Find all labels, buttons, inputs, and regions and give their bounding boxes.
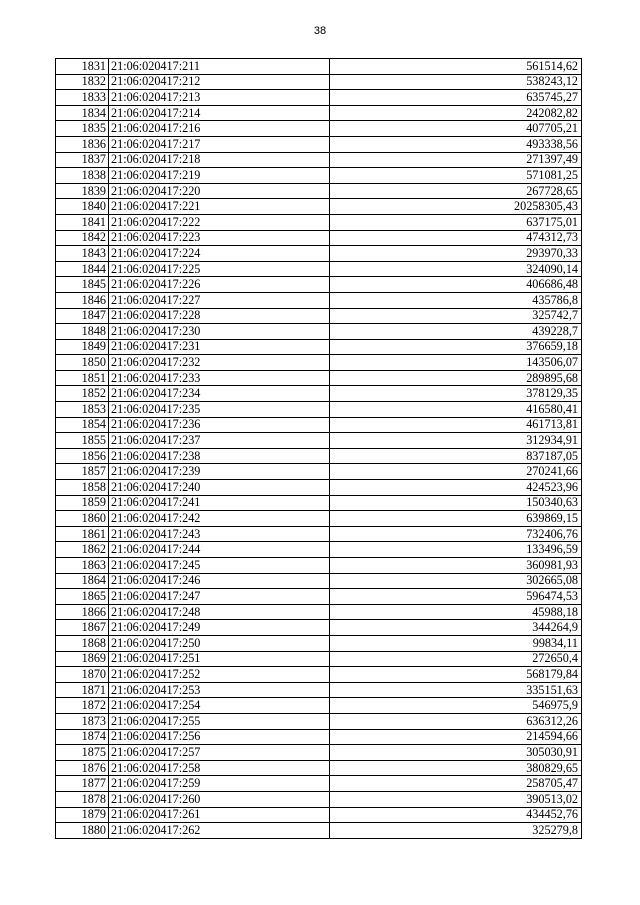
row-number-cell: 1840 — [56, 199, 109, 215]
cadastral-number-cell: 21:06:020417:244 — [109, 542, 330, 558]
cadastral-number-cell: 21:06:020417:247 — [109, 589, 330, 605]
table-row — [56, 480, 582, 496]
cadastral-number-cell: 21:06:020417:233 — [109, 370, 330, 386]
cadastral-value-cell: 461713,81 — [330, 417, 582, 433]
cadastral-value-cell: 493338,56 — [330, 136, 582, 152]
row-number-cell: 1859 — [56, 495, 109, 511]
cadastral-value-cell: 335151,63 — [330, 682, 582, 698]
cadastral-number-cell: 21:06:020417:239 — [109, 464, 330, 480]
cadastral-number-cell: 21:06:020417:232 — [109, 355, 330, 371]
row-number-cell: 1861 — [56, 526, 109, 542]
cadastral-value-cell: 143506,07 — [330, 355, 582, 371]
table-row — [56, 713, 582, 729]
cadastral-value-cell: 474312,73 — [330, 230, 582, 246]
table-row — [56, 386, 582, 402]
table-row — [56, 261, 582, 277]
cadastral-number-cell: 21:06:020417:237 — [109, 433, 330, 449]
table-row — [56, 807, 582, 823]
cadastral-number-cell: 21:06:020417:242 — [109, 511, 330, 527]
cadastral-number-cell: 21:06:020417:224 — [109, 246, 330, 262]
cadastral-number-cell: 21:06:020417:214 — [109, 105, 330, 121]
table-row — [56, 324, 582, 340]
row-number-cell: 1836 — [56, 136, 109, 152]
row-number-cell: 1837 — [56, 152, 109, 168]
row-number-cell: 1849 — [56, 339, 109, 355]
cadastral-number-cell: 21:06:020417:217 — [109, 136, 330, 152]
table-row — [56, 526, 582, 542]
row-number-cell: 1880 — [56, 823, 109, 839]
cadastral-number-cell: 21:06:020417:213 — [109, 90, 330, 106]
cadastral-number-cell: 21:06:020417:236 — [109, 417, 330, 433]
cadastral-value-cell: 45988,18 — [330, 604, 582, 620]
cadastral-value-cell: 732406,76 — [330, 526, 582, 542]
row-number-cell: 1850 — [56, 355, 109, 371]
row-number-cell: 1867 — [56, 620, 109, 636]
cadastral-value-cell: 150340,63 — [330, 495, 582, 511]
table-row — [56, 635, 582, 651]
row-number-cell: 1844 — [56, 261, 109, 277]
table-body — [56, 59, 582, 839]
row-number-cell: 1879 — [56, 807, 109, 823]
row-number-cell: 1878 — [56, 791, 109, 807]
table-row — [56, 620, 582, 636]
cadastral-value-cell: 416580,41 — [330, 402, 582, 418]
cadastral-number-cell: 21:06:020417:256 — [109, 729, 330, 745]
page-number: 38 — [313, 25, 327, 37]
table-row — [56, 246, 582, 262]
cadastral-value-cell: 390513,02 — [330, 791, 582, 807]
cadastral-number-cell: 21:06:020417:243 — [109, 526, 330, 542]
row-number-cell: 1846 — [56, 292, 109, 308]
cadastral-value-cell: 571081,25 — [330, 168, 582, 184]
cadastral-value-cell: 439228,7 — [330, 324, 582, 340]
row-number-cell: 1873 — [56, 713, 109, 729]
table-row — [56, 370, 582, 386]
cadastral-number-cell: 21:06:020417:248 — [109, 604, 330, 620]
cadastral-value-cell: 378129,35 — [330, 386, 582, 402]
cadastral-value-cell: 424523,96 — [330, 480, 582, 496]
cadastral-value-cell: 636312,26 — [330, 713, 582, 729]
row-number-cell: 1862 — [56, 542, 109, 558]
row-number-cell: 1835 — [56, 121, 109, 137]
cadastral-number-cell: 21:06:020417:230 — [109, 324, 330, 340]
cadastral-value-cell: 325742,7 — [330, 308, 582, 324]
cadastral-value-cell: 214594,66 — [330, 729, 582, 745]
table-row — [56, 729, 582, 745]
row-number-cell: 1877 — [56, 776, 109, 792]
cadastral-value-cell: 99834,11 — [330, 635, 582, 651]
table-row — [56, 651, 582, 667]
cadastral-number-cell: 21:06:020417:219 — [109, 168, 330, 184]
cadastral-number-cell: 21:06:020417:241 — [109, 495, 330, 511]
row-number-cell: 1875 — [56, 745, 109, 761]
cadastral-number-cell: 21:06:020417:258 — [109, 760, 330, 776]
cadastral-value-cell: 376659,18 — [330, 339, 582, 355]
table-row — [56, 495, 582, 511]
table-row — [56, 292, 582, 308]
table-row — [56, 90, 582, 106]
cadastral-number-cell: 21:06:020417:260 — [109, 791, 330, 807]
row-number-cell: 1860 — [56, 511, 109, 527]
row-number-cell: 1841 — [56, 214, 109, 230]
cadastral-value-cell: 242082,82 — [330, 105, 582, 121]
row-number-cell: 1876 — [56, 760, 109, 776]
row-number-cell: 1852 — [56, 386, 109, 402]
row-number-cell: 1842 — [56, 230, 109, 246]
row-number-cell: 1864 — [56, 573, 109, 589]
cadastral-value-cell: 267728,65 — [330, 183, 582, 199]
row-number-cell: 1871 — [56, 682, 109, 698]
cadastral-value-cell: 637175,01 — [330, 214, 582, 230]
cadastral-value-cell: 289895,68 — [330, 370, 582, 386]
table-row — [56, 791, 582, 807]
cadastral-value-cell: 258705,47 — [330, 776, 582, 792]
cadastral-value-cell: 272650,4 — [330, 651, 582, 667]
cadastral-value-cell: 407705,21 — [330, 121, 582, 137]
cadastral-number-cell: 21:06:020417:221 — [109, 199, 330, 215]
table-row — [56, 589, 582, 605]
cadastral-number-cell: 21:06:020417:254 — [109, 698, 330, 714]
row-number-cell: 1853 — [56, 402, 109, 418]
row-number-cell: 1845 — [56, 277, 109, 293]
cadastral-number-cell: 21:06:020417:238 — [109, 448, 330, 464]
table-row — [56, 448, 582, 464]
cadastral-number-cell: 21:06:020417:226 — [109, 277, 330, 293]
cadastral-value-cell: 568179,84 — [330, 667, 582, 683]
cadastral-value-cell: 312934,91 — [330, 433, 582, 449]
cadastral-number-cell: 21:06:020417:235 — [109, 402, 330, 418]
row-number-cell: 1868 — [56, 635, 109, 651]
row-number-cell: 1843 — [56, 246, 109, 262]
cadastral-value-cell: 293970,33 — [330, 246, 582, 262]
cadastral-number-cell: 21:06:020417:212 — [109, 74, 330, 90]
row-number-cell: 1874 — [56, 729, 109, 745]
table-row — [56, 823, 582, 839]
cadastral-number-cell: 21:06:020417:228 — [109, 308, 330, 324]
cadastral-number-cell: 21:06:020417:246 — [109, 573, 330, 589]
table-row — [56, 183, 582, 199]
row-number-cell: 1870 — [56, 667, 109, 683]
table-row — [56, 74, 582, 90]
cadastral-number-cell: 21:06:020417:252 — [109, 667, 330, 683]
row-number-cell: 1872 — [56, 698, 109, 714]
table-row — [56, 573, 582, 589]
cadastral-value-cell: 538243,12 — [330, 74, 582, 90]
row-number-cell: 1857 — [56, 464, 109, 480]
cadastral-value-cell: 305030,91 — [330, 745, 582, 761]
cadastral-value-cell: 596474,53 — [330, 589, 582, 605]
row-number-cell: 1866 — [56, 604, 109, 620]
row-number-cell: 1831 — [56, 59, 109, 75]
table-row — [56, 558, 582, 574]
cadastral-number-cell: 21:06:020417:262 — [109, 823, 330, 839]
cadastral-number-cell: 21:06:020417:222 — [109, 214, 330, 230]
row-number-cell: 1847 — [56, 308, 109, 324]
cadastral-value-cell: 546975,9 — [330, 698, 582, 714]
table-row — [56, 433, 582, 449]
row-number-cell: 1855 — [56, 433, 109, 449]
cadastral-value-cell: 837187,05 — [330, 448, 582, 464]
row-number-cell: 1854 — [56, 417, 109, 433]
row-number-cell: 1848 — [56, 324, 109, 340]
cadastral-value-cell: 635745,27 — [330, 90, 582, 106]
cadastral-value-cell: 270241,66 — [330, 464, 582, 480]
table-row — [56, 745, 582, 761]
row-number-cell: 1838 — [56, 168, 109, 184]
cadastral-number-cell: 21:06:020417:216 — [109, 121, 330, 137]
table-row — [56, 776, 582, 792]
row-number-cell: 1863 — [56, 558, 109, 574]
table-row — [56, 760, 582, 776]
cadastral-number-cell: 21:06:020417:223 — [109, 230, 330, 246]
cadastral-number-cell: 21:06:020417:255 — [109, 713, 330, 729]
cadastral-number-cell: 21:06:020417:257 — [109, 745, 330, 761]
cadastral-value-cell: 434452,76 — [330, 807, 582, 823]
cadastral-value-cell: 639869,15 — [330, 511, 582, 527]
cadastral-number-cell: 21:06:020417:245 — [109, 558, 330, 574]
cadastral-number-cell: 21:06:020417:211 — [109, 59, 330, 75]
cadastral-value-cell: 360981,93 — [330, 558, 582, 574]
cadastral-value-cell: 435786,8 — [330, 292, 582, 308]
table-row — [56, 214, 582, 230]
table-row — [56, 682, 582, 698]
cadastral-number-cell: 21:06:020417:220 — [109, 183, 330, 199]
row-number-cell: 1856 — [56, 448, 109, 464]
cadastral-value-cell: 133496,59 — [330, 542, 582, 558]
cadastral-number-cell: 21:06:020417:250 — [109, 635, 330, 651]
cadastral-value-cell: 324090,14 — [330, 261, 582, 277]
table-row — [56, 277, 582, 293]
table-row — [56, 308, 582, 324]
cadastral-value-cell: 561514,62 — [330, 59, 582, 75]
row-number-cell: 1865 — [56, 589, 109, 605]
cadastral-number-cell: 21:06:020417:251 — [109, 651, 330, 667]
cadastral-value-cell: 406686,48 — [330, 277, 582, 293]
row-number-cell: 1839 — [56, 183, 109, 199]
table-row — [56, 667, 582, 683]
table-row — [56, 105, 582, 121]
cadastral-number-cell: 21:06:020417:259 — [109, 776, 330, 792]
table-row — [56, 59, 582, 75]
table-row — [56, 402, 582, 418]
cadastral-number-cell: 21:06:020417:218 — [109, 152, 330, 168]
cadastral-value-cell: 325279,8 — [330, 823, 582, 839]
cadastral-number-cell: 21:06:020417:225 — [109, 261, 330, 277]
table-row — [56, 152, 582, 168]
cadastral-number-cell: 21:06:020417:249 — [109, 620, 330, 636]
row-number-cell: 1851 — [56, 370, 109, 386]
table-row — [56, 511, 582, 527]
table-row — [56, 542, 582, 558]
row-number-cell: 1834 — [56, 105, 109, 121]
cadastral-number-cell: 21:06:020417:261 — [109, 807, 330, 823]
cadastral-number-cell: 21:06:020417:231 — [109, 339, 330, 355]
cadastral-value-cell: 302665,08 — [330, 573, 582, 589]
row-number-cell: 1832 — [56, 74, 109, 90]
row-number-cell: 1869 — [56, 651, 109, 667]
table-row — [56, 121, 582, 137]
table-row — [56, 604, 582, 620]
row-number-cell: 1858 — [56, 480, 109, 496]
table-row — [56, 199, 582, 215]
table-row — [56, 417, 582, 433]
cadastral-value-cell: 380829,65 — [330, 760, 582, 776]
cadastral-value-cell: 271397,49 — [330, 152, 582, 168]
table-row — [56, 698, 582, 714]
table-row — [56, 355, 582, 371]
table-row — [56, 230, 582, 246]
cadastral-value-cell: 20258305,43 — [330, 199, 582, 215]
cadastral-value-cell: 344264,9 — [330, 620, 582, 636]
cadastral-number-cell: 21:06:020417:234 — [109, 386, 330, 402]
table-row — [56, 168, 582, 184]
cadastral-number-cell: 21:06:020417:240 — [109, 480, 330, 496]
cadastral-number-cell: 21:06:020417:227 — [109, 292, 330, 308]
land-parcel-table — [55, 58, 582, 839]
row-number-cell: 1833 — [56, 90, 109, 106]
table-row — [56, 136, 582, 152]
table-row — [56, 464, 582, 480]
cadastral-number-cell: 21:06:020417:253 — [109, 682, 330, 698]
table-row — [56, 339, 582, 355]
